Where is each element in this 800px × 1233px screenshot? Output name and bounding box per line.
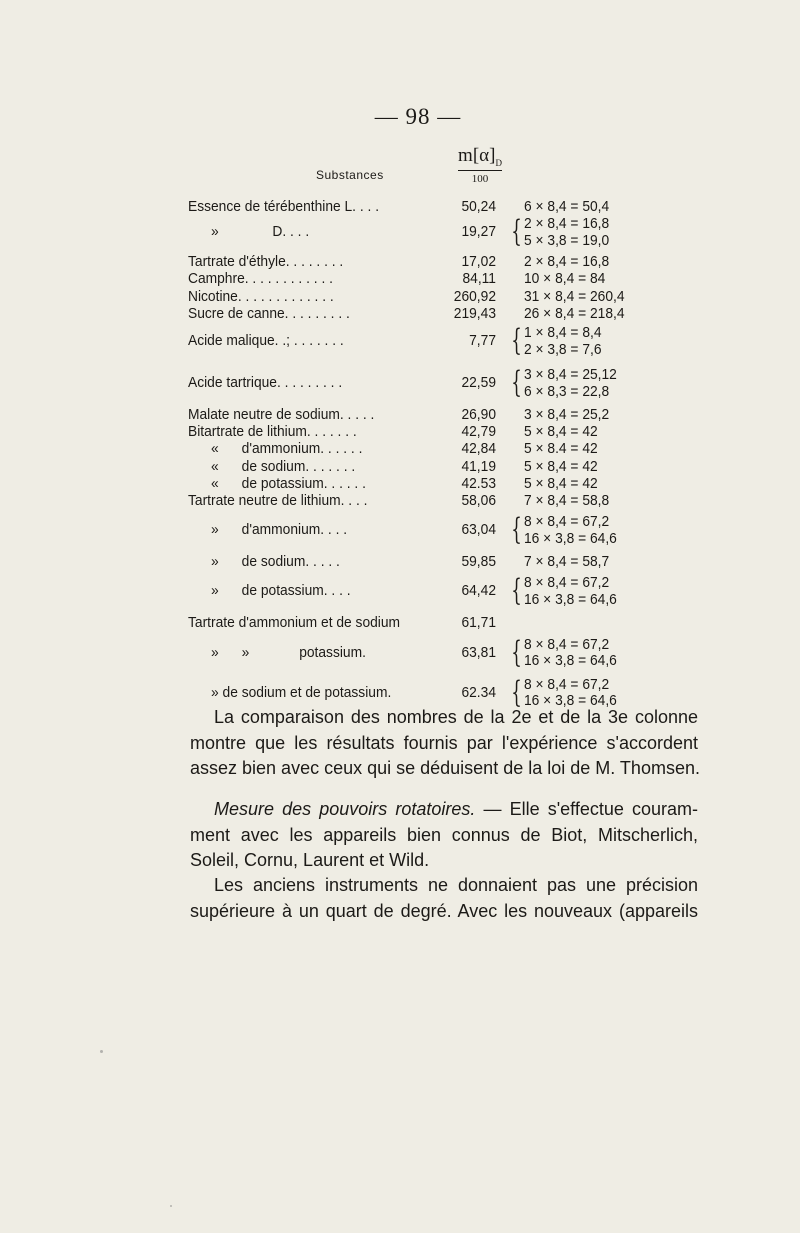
substance-name: Camphre. . . . . . . . . . . . <box>188 270 333 288</box>
rotatory-value: 59,85 <box>461 553 496 571</box>
calculation: 16 × 3,8 = 64,6 <box>524 590 617 608</box>
rotatory-value: 42,84 <box>461 440 496 458</box>
brace-glyph: { <box>511 323 522 358</box>
table-row <box>188 458 688 475</box>
calculation: 2 × 8,4 = 16,8 <box>524 215 610 233</box>
table-row <box>188 253 688 270</box>
substance-name: » » potassium. <box>188 643 366 661</box>
rotatory-value: 64,42 <box>461 582 496 600</box>
substance-name: Tartrate d'ammonium et de sodium <box>188 614 401 632</box>
formula-column-header <box>450 145 510 185</box>
substance-name: Nicotine. . . . . . . . . . . . . <box>188 287 334 305</box>
calculation: 5 × 8,4 = 42 <box>524 474 598 492</box>
calculation: 6 × 8,4 = 50,4 <box>524 198 610 215</box>
table-row <box>188 305 688 322</box>
rotatory-value: 63,81 <box>461 643 496 661</box>
table-row <box>188 574 688 608</box>
table-row <box>188 215 688 249</box>
table-row <box>188 614 688 631</box>
calculation: 8 × 8,4 = 67,2 <box>524 513 610 531</box>
paragraph-instruments <box>190 873 698 924</box>
rotatory-value: 58,06 <box>461 492 496 509</box>
substance-name: » d'ammonium. . . . <box>188 521 348 539</box>
substance-name: Tartrate d'éthyle. . . . . . . . <box>188 253 344 271</box>
calculation: 2 × 8,4 = 16,8 <box>524 253 610 271</box>
calculation: 31 × 8,4 = 260,4 <box>524 287 625 305</box>
calculation: 8 × 8,4 = 67,2 <box>524 675 610 693</box>
table-row <box>188 366 688 400</box>
substance-name: « d'ammonium. . . . . . <box>188 440 363 458</box>
rotatory-value: 19,27 <box>461 223 496 241</box>
table-row <box>188 553 688 570</box>
substance-name: Sucre de canne. . . . . . . . . <box>188 304 350 322</box>
formula-subscript: D <box>495 157 502 168</box>
brace-glyph: { <box>511 674 522 710</box>
rotatory-value: 7,77 <box>469 332 496 349</box>
calculation: 7 × 8,4 = 58,7 <box>524 553 610 571</box>
page-number: — 98 — <box>374 104 462 129</box>
calculation: 3 × 8,4 = 25,2 <box>524 406 610 423</box>
paragraph-line: assez bien avec ceux qui se déduisent de la loi de M. Thomsen. <box>190 758 700 778</box>
rotatory-value: 50,24 <box>461 198 496 215</box>
formula-numerator <box>458 145 502 171</box>
paragraph-line-rest: — Elle s'effectue couram- <box>475 799 698 819</box>
paragraph-line: Soleil, Cornu, Laurent et Wild. <box>190 850 430 870</box>
rotatory-value: 42.53 <box>461 474 496 492</box>
brace-glyph: { <box>511 573 522 609</box>
calculation: 26 × 8,4 = 218,4 <box>524 304 625 322</box>
paper-speck <box>100 1050 103 1053</box>
rotatory-value: 84,11 <box>462 270 496 288</box>
table-row <box>188 198 688 215</box>
substance-name: Bitartrate de lithium. . . . . . . <box>188 423 357 441</box>
paragraph-line: Les anciens instruments ne donnaient pas une précision <box>214 875 698 895</box>
table-row <box>188 270 688 287</box>
calculation: 10 × 8,4 = 84 <box>524 270 606 288</box>
substance-name: Acide tartrique. . . . . . . . . <box>188 374 343 391</box>
substance-name: « de sodium. . . . . . . <box>188 457 356 475</box>
table-row <box>188 513 688 547</box>
brace-glyph: { <box>511 214 522 250</box>
substance-name: » D. . . . <box>188 223 310 241</box>
paragraph-line <box>190 797 698 823</box>
table-row <box>188 492 688 509</box>
rotatory-value: 63,04 <box>461 521 496 539</box>
rotatory-value: 219,43 <box>453 304 496 322</box>
rotatory-value: 17,02 <box>461 253 496 271</box>
brace-glyph: { <box>511 634 522 670</box>
paragraph-line: montre que les résultats fournis par l'expérience s'accordent <box>190 732 698 753</box>
substance-name: « de potassium. . . . . . <box>188 474 366 492</box>
rotatory-value: 26,90 <box>461 406 496 423</box>
table-row <box>188 288 688 305</box>
calculation: 7 × 8,4 = 58,8 <box>524 492 610 509</box>
substance-name: Tartrate neutre de lithium. . . . <box>188 492 368 509</box>
calculation: 5 × 8,4 = 42 <box>524 457 598 475</box>
paper-speck <box>170 1205 172 1207</box>
calculation: 1 × 8,4 = 8,4 <box>524 324 602 341</box>
calculation: 5 × 8,4 = 42 <box>524 423 598 441</box>
substance-name: Essence de térébenthine L. . . . <box>188 198 380 215</box>
brace-glyph: { <box>511 512 522 548</box>
table-row <box>188 440 688 457</box>
paragraph-line: ment avec les appareils bien connus de Biot, Mitscherlich, <box>190 824 698 845</box>
calculation: 6 × 8,3 = 22,8 <box>524 382 610 400</box>
rotatory-value: 62.34 <box>461 683 496 701</box>
paragraph-measurement <box>190 797 698 874</box>
paragraph-line: supérieure à un quart de degré. Avec les nouveaux (appareils <box>190 900 698 921</box>
calculation: 16 × 3,8 = 64,6 <box>524 529 617 547</box>
table-row <box>188 475 688 492</box>
substance-name: Malate neutre de sodium. . . . . <box>188 406 375 423</box>
rotatory-value: 41,19 <box>461 457 496 475</box>
calculation: 16 × 3,8 = 64,6 <box>524 652 617 670</box>
calculation: 8 × 8,4 = 67,2 <box>524 574 610 592</box>
substance-name: » de sodium. . . . . <box>188 553 340 571</box>
calculation: 5 × 8.4 = 42 <box>524 440 598 458</box>
calculation: 2 × 3,8 = 7,6 <box>524 340 602 358</box>
calculation: 8 × 8,4 = 67,2 <box>524 635 610 653</box>
rotatory-value: 42,79 <box>461 423 496 441</box>
substance-name: » de sodium et de potassium. <box>188 683 392 701</box>
calculation: 3 × 8,4 = 25,12 <box>524 366 617 383</box>
formula-denominator: 100 <box>471 172 489 185</box>
brace-glyph: { <box>511 365 522 400</box>
table-row <box>188 636 688 670</box>
substances-column-header: Substances <box>316 168 384 182</box>
substance-name: Acide malique. .; . . . . . . . <box>188 332 344 349</box>
calculation: 16 × 3,8 = 64,6 <box>524 692 617 710</box>
table-row <box>188 423 688 440</box>
calculation: 5 × 3,8 = 19,0 <box>524 231 610 249</box>
substance-name: » de potassium. . . . <box>188 582 351 600</box>
formula-numerator-text: m[α] <box>458 145 496 166</box>
section-heading: Mesure des pouvoirs rotatoires. <box>214 799 476 819</box>
table-row <box>188 406 688 423</box>
table-row <box>188 324 688 358</box>
rotatory-value: 260,92 <box>453 287 496 305</box>
rotatory-value: 22,59 <box>461 374 496 391</box>
paragraph-line: La comparaison des nombres de la 2e et de la 3e colonne <box>214 707 698 727</box>
rotatory-value: 61,71 <box>461 614 496 632</box>
paragraph-comparison <box>190 705 698 782</box>
